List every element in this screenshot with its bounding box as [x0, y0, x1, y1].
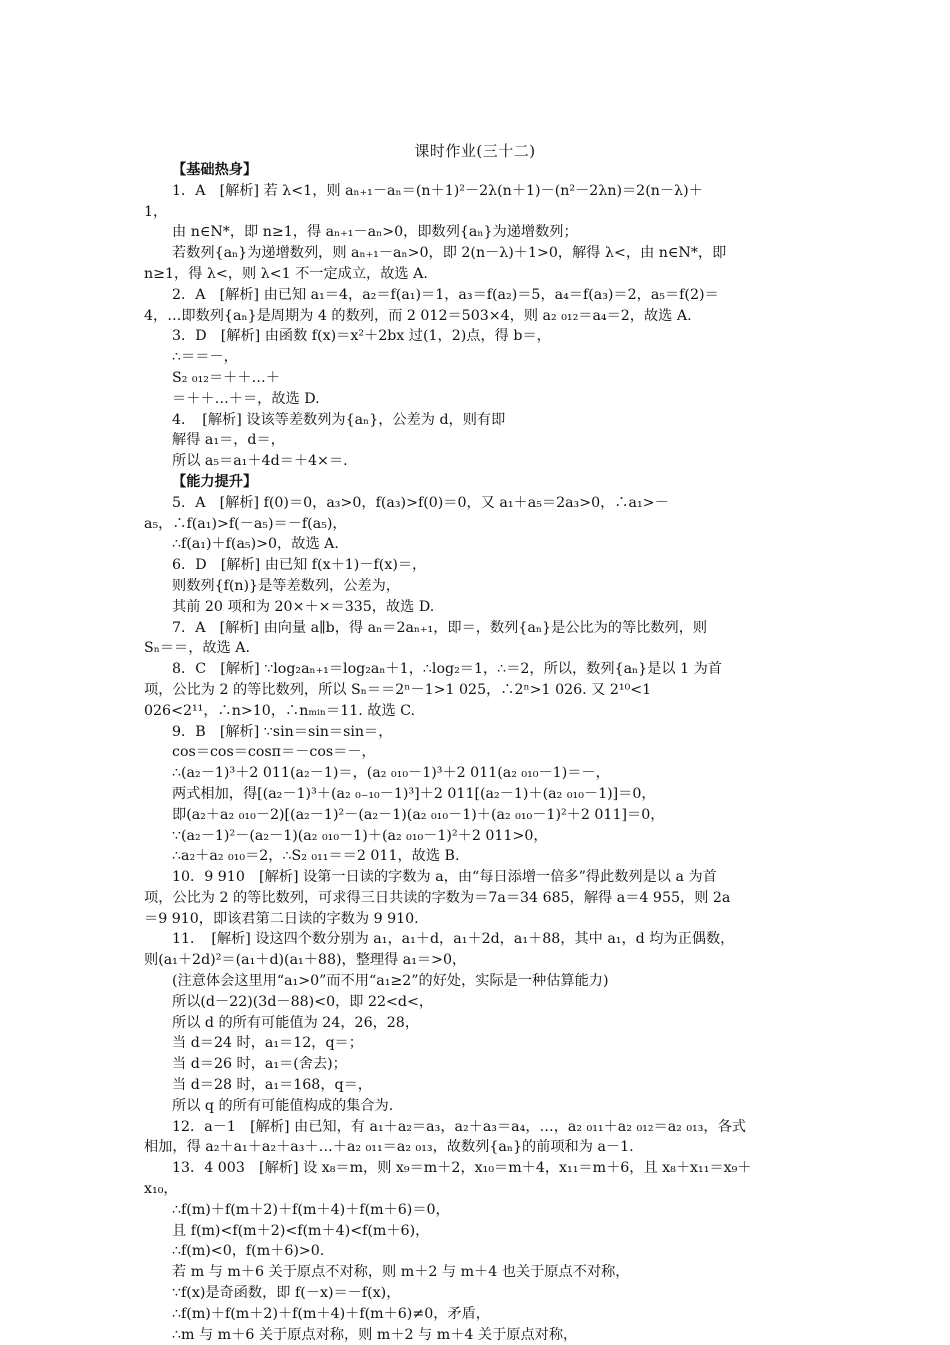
text-line: 10．9 910 [解析] 设第一日读的字数为 a，由“每日添增一倍多”得此数列是以 a 为首 — [172, 869, 717, 886]
text-line: 其前 20 项和为 20×＋×＝335，故选 D. — [172, 598, 435, 615]
text-line: 6．D [解析] 由已知 f(x＋1)－f(x)＝， — [172, 557, 427, 574]
text-line: 4． [解析] 设该等差数列为{aₙ}，公差为 d，则有即 — [172, 411, 506, 428]
text-line: 项，公比为 2 的等比数列，可求得三日共读的字数为＝7a＝34 685，解得 a＝4 955，则 2a — [144, 889, 731, 906]
section-heading: 【能力提升】 — [172, 473, 258, 490]
text-line: 2．A [解析] 由已知 a₁＝4，a₂＝f(a₁)＝1，a₃＝f(a₂)＝5，a₄＝f(a₃)＝2，a₅＝f(2)＝ — [172, 286, 719, 303]
text-line: ∴m 与 m＋6 关于原点对称，则 m＋2 与 m＋4 关于原点对称， — [172, 1326, 578, 1343]
text-line: 8．C [解析] ∵log₂aₙ₊₁＝log₂aₙ＋1，∴log₂＝1，∴＝2，所以，数列{aₙ}是以 1 为首 — [172, 661, 722, 678]
text-line: 即(a₂＋a₂ ₀₁₀－2)[(a₂－1)²－(a₂－1)(a₂ ₀₁₀－1)＋(a₂ ₀₁₀－1)²＋2 011]＝0， — [172, 806, 665, 823]
text-line: 4，…即数列{aₙ}是周期为 4 的数列，而 2 012＝503×4，则 a₂ ₀₁₂＝a₄＝2，故选 A. — [144, 307, 692, 324]
text-line: 若 m 与 m＋6 关于原点不对称，则 m＋2 与 m＋4 也关于原点不对称， — [172, 1264, 630, 1281]
text-line: ∴＝＝－， — [172, 349, 238, 366]
text-line: 且 f(m)<f(m＋2)<f(m＋4)<f(m＋6)， — [172, 1222, 430, 1239]
text-line: 由 n∈N*，即 n≥1，得 aₙ₊₁－aₙ>0，即数列{aₙ}为递增数列； — [172, 224, 578, 241]
text-line: x₁₀， — [144, 1181, 178, 1198]
text-line: 1．A [解析] 若 λ<1，则 aₙ₊₁－aₙ＝(n＋1)²－2λ(n＋1)－(n²－2λn)＝2(n－λ)＋ — [172, 182, 703, 199]
page-title: 课时作业(三十二) — [414, 142, 536, 160]
text-line: ∴f(m)＋f(m＋2)＋f(m＋4)＋f(m＋6)＝0， — [172, 1201, 450, 1218]
text-line: 7．A [解析] 由向量 a∥b，得 aₙ＝2aₙ₊₁，即＝，数列{aₙ}是公比为的等比数列，则 — [172, 619, 708, 636]
text-line: ∵(a₂－1)²－(a₂－1)(a₂ ₀₁₀－1)＋(a₂ ₀₁₀－1)²＋2 011>0， — [172, 827, 548, 844]
text-line: 所以 d 的所有可能值为 24，26，28， — [172, 1014, 420, 1031]
section-heading: 【基础热身】 — [172, 162, 258, 178]
text-line: cos＝cos＝cosπ＝－cos＝－， — [172, 744, 376, 761]
text-line: ∴f(a₁)＋f(a₅)>0，故选 A. — [172, 536, 339, 553]
text-line: 9．B [解析] ∵sin＝sin＝sin＝， — [172, 723, 393, 740]
text-line: 5．A [解析] f(0)＝0，a₃>0，f(a₃)>f(0)＝0，又 a₁＋a₅＝2a₃>0，∴a₁>－ — [172, 494, 669, 511]
text-line: ＝9 910，即该君第二日读的字数为 9 910. — [144, 910, 419, 927]
text-line: 项，公比为 2 的等比数列，所以 Sₙ＝＝2ⁿ－1>1 025，∴2ⁿ>1 026. 又 2¹⁰<1 — [144, 681, 652, 698]
text-line: ∴a₂＋a₂ ₀₁₀＝2，∴S₂ ₀₁₁＝＝2 011，故选 B. — [172, 848, 460, 865]
text-line: ∴(a₂－1)³＋2 011(a₂－1)＝，(a₂ ₀₁₀－1)³＋2 011(a₂ ₀₁₀－1)＝－， — [172, 765, 610, 782]
text-line: 所以 a₅＝a₁＋4d＝＋4×＝. — [172, 453, 348, 470]
text-line: a₅，∴f(a₁)>f(－a₅)＝－f(a₅)， — [144, 515, 347, 532]
text-line: S₂ ₀₁₂＝＋＋…＋ — [172, 369, 280, 386]
text-line: 当 d＝26 时，a₁＝(舍去)； — [172, 1056, 347, 1073]
text-line: ∵f(x)是奇函数，即 f(－x)＝－f(x)， — [172, 1285, 401, 1302]
text-line: ∴f(m)<0，f(m＋6)>0. — [172, 1243, 325, 1260]
text-line: 所以 q 的所有可能值构成的集合为. — [172, 1097, 394, 1114]
text-line: n≥1，得 λ<，则 λ<1 不一定成立，故选 A. — [144, 265, 428, 282]
text-line: 若数列{aₙ}为递增数列，则 aₙ₊₁－aₙ>0，即 2(n－λ)＋1>0，解得 λ<，由 n∈N*，即 — [172, 245, 727, 262]
text-line: (注意体会这里用“a₁>0”而不用“a₁≥2”的好处，实际是一种估算能力) — [172, 973, 609, 990]
text-line: 3．D [解析] 由函数 f(x)＝x²＋2bx 过(1，2)点，得 b＝， — [172, 328, 551, 345]
text-line: 则数列{f(n)}是等差数列，公差为， — [172, 577, 400, 594]
text-line: 则(a₁＋2d)²＝(a₁＋d)(a₁＋88)，整理得 a₁＝>0， — [144, 952, 467, 969]
text-line: 12．a－1 [解析] 由已知，有 a₁＋a₂＝a₃，a₂＋a₃＝a₄，…，a₂ ₀₁₁＋a₂ ₀₁₂＝a₂ ₀₁₃，各式 — [172, 1118, 746, 1135]
solution-text — [144, 160, 808, 1345]
text-line: 13．4 003 [解析] 设 x₈＝m，则 x₉＝m＋2，x₁₀＝m＋4，x₁₁＝m＋6，且 x₈＋x₁₁＝x₉＋ — [172, 1160, 752, 1177]
text-line: ∴f(m)＋f(m＋2)＋f(m＋4)＋f(m＋6)≠0，矛盾， — [172, 1305, 490, 1322]
text-line: 当 d＝24 时，a₁＝12，q＝； — [172, 1035, 363, 1052]
text-line: 1， — [144, 203, 168, 220]
text-line: 当 d＝28 时，a₁＝168，q＝， — [172, 1077, 372, 1094]
text-line: 026<2¹¹，∴n>10，∴nₘᵢₙ＝11. 故选 C. — [144, 702, 416, 719]
text-line: 两式相加，得[(a₂－1)³＋(a₂ ₀₋₁₀－1)³]＋2 011[(a₂－1)＋(a₂ ₀₁₀－1)]＝0， — [172, 785, 656, 802]
text-line: 解得 a₁＝，d＝， — [172, 432, 285, 449]
text-line: 相加，得 a₂＋a₁＋a₂＋a₃＋…＋a₂ ₀₁₁＝a₂ ₀₁₃，故数列{aₙ}的前项和为 a－1. — [144, 1139, 634, 1156]
text-line: 所以(d－22)(3d－88)<0，即 22<d<， — [172, 993, 434, 1010]
text-line: Sₙ＝＝，故选 A. — [144, 640, 251, 657]
text-line: ＝＋＋…＋＝，故选 D. — [172, 390, 320, 407]
text-line: 11． [解析] 设这四个数分别为 a₁，a₁＋d，a₁＋2d，a₁＋88，其中 a₁，d 均为正偶数， — [172, 931, 735, 948]
